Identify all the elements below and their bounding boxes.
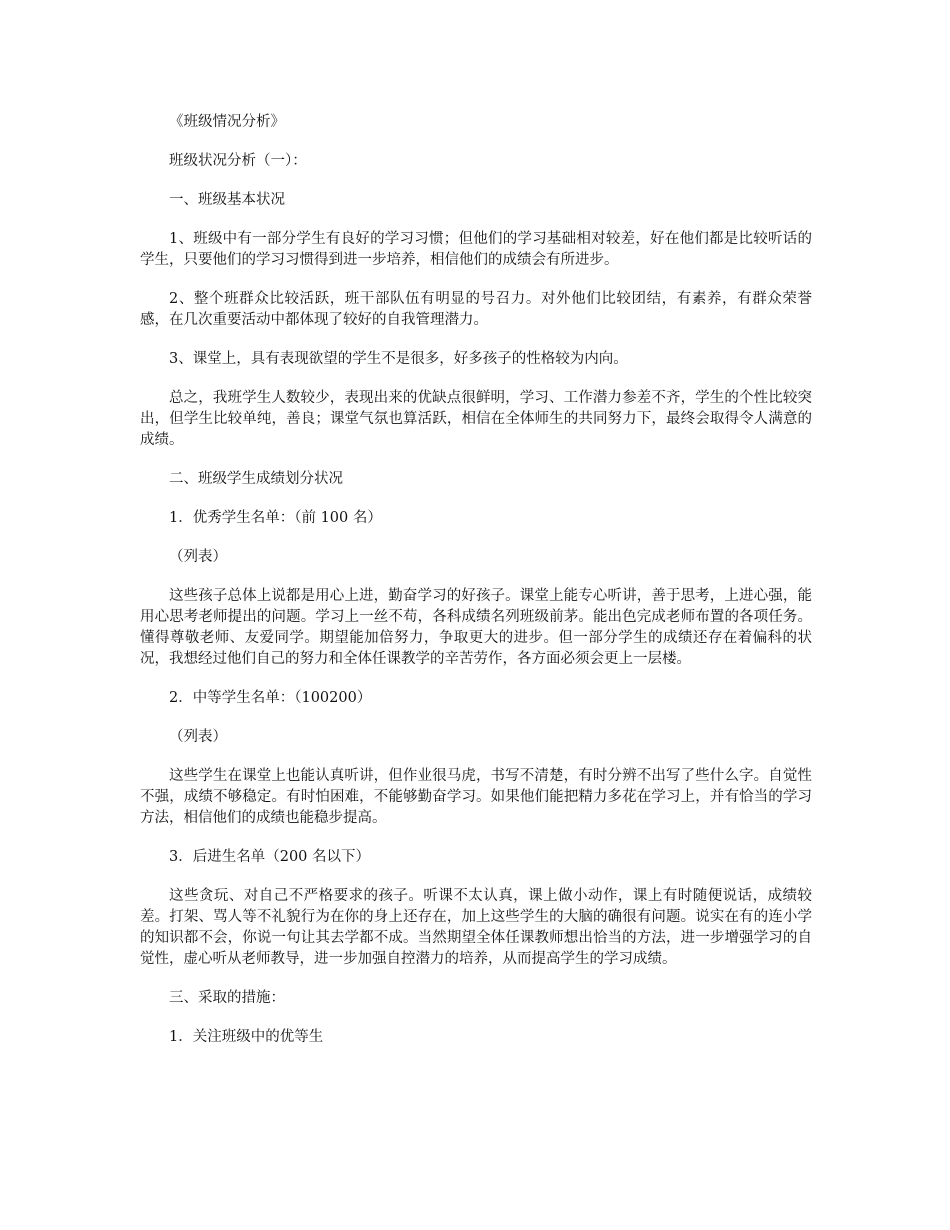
paragraph: 这些孩子总体上说都是用心上进，勤奋学习的好孩子。课堂上能专心听讲，善于思考，上进心强，能用心思考老师提出的问题。学习上一丝不苟，各科成绩名列班级前茅。能出色完成老师布置的各项任务。懂得尊敬老师、友爱同学。期望能加倍努力，争取更大的进步。但一部分学生的成绩还存在着偏科的状况，我想经过他们自己的努力和全体任课教学的辛苦劳作，各方面必须会更上一层楼。 (140, 588, 812, 667)
list-placeholder: （列表） (169, 729, 227, 745)
paragraph: 2、整个班群众比较活跃，班干部队伍有明显的号召力。对外他们比较团结，有素养，有群众荣誉感，在几次重要活动中都体现了较好的自我管理潜力。 (140, 291, 812, 328)
paragraph: 3、课堂上，具有表现欲望的学生不是很多，好多孩子的性格较为内向。 (169, 351, 628, 367)
document-title: 《班级情况分析》 (169, 114, 285, 130)
document-body (140, 112, 812, 1066)
section-heading: 三、采取的措施： (169, 990, 285, 1006)
subheading: 1．优秀学生名单：（前 100 名） (169, 510, 382, 526)
paragraph: 总之，我班学生人数较少，表现出来的优缺点很鲜明，学习、工作潜力参差不齐，学生的个性比较突出，但学生比较单纯，善良；课堂气氛也算活跃，相信在全体师生的共同努力下，最终会取得令人满意的成绩。 (140, 390, 812, 448)
subheading: 1．关注班级中的优等生 (169, 1029, 324, 1045)
subheading: 2．中等学生名单：（100200） (169, 690, 372, 706)
paragraph: 1、班级中有一部分学生有良好的学习习惯；但他们的学习基础相对较差，好在他们都是比较听话的学生，只要他们的学习习惯得到进一步培养，相信他们的成绩会有所进步。 (140, 231, 812, 268)
section-heading: 二、班级学生成绩划分状况 (169, 471, 343, 487)
paragraph: 班级状况分析（一）： (169, 153, 307, 169)
paragraph: 这些学生在课堂上也能认真听讲，但作业很马虎，书写不清楚，有时分辨不出写了些什么字。自觉性不强，成绩不够稳定。有时怕困难，不能够勤奋学习。如果他们能把精力多花在学习上，并有恰当的学习方法，相信他们的成绩也能稳步提高。 (140, 768, 812, 826)
subheading: 3．后进生名单（200 名以下） (169, 849, 371, 865)
list-placeholder: （列表） (169, 549, 227, 565)
section-heading: 一、班级基本状况 (169, 192, 285, 208)
paragraph: 这些贪玩、对自己不严格要求的孩子。听课不太认真，课上做小动作，课上有时随便说话，成绩较差。打架、骂人等不礼貌行为在你的身上还存在，加上这些学生的大脑的确很有问题。说实在有的连小学的知识都不会，你说一句让其去学都不成。当然期望全体任课教师想出恰当的方法，进一步增强学习的自觉性，虚心听从老师教导，进一步加强自控潜力的培养，从而提高学生的学习成绩。 (140, 888, 812, 967)
